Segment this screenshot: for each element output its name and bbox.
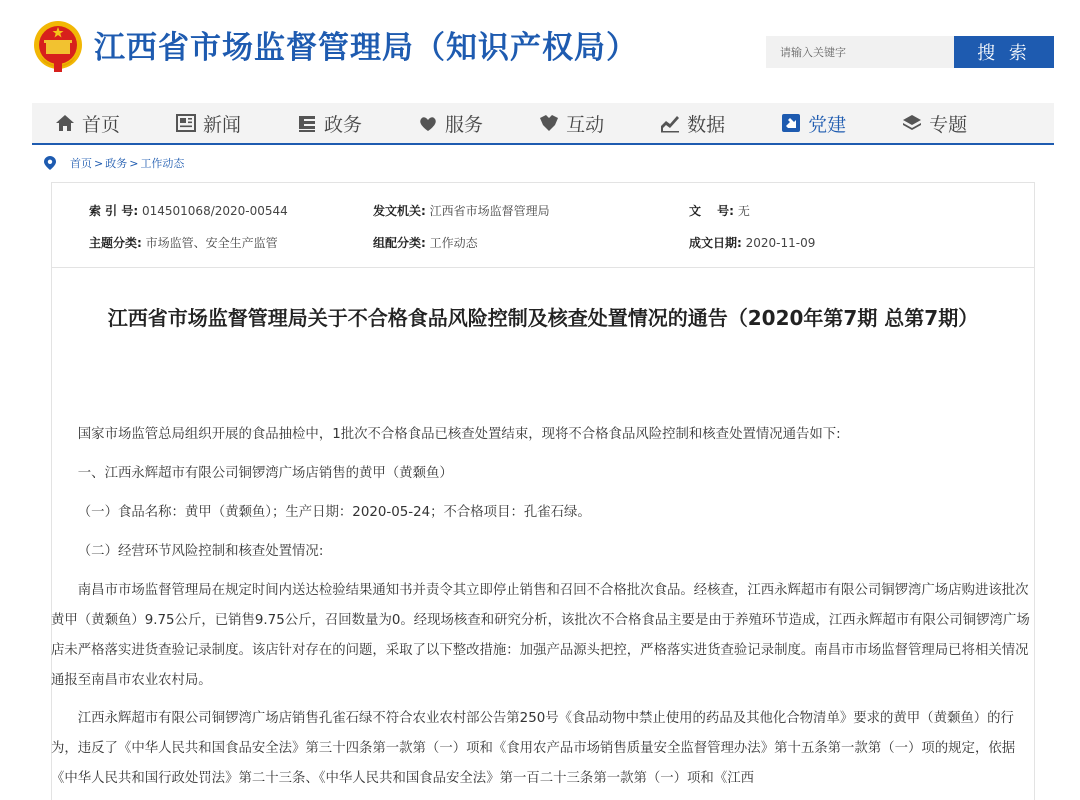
nav-item-service[interactable] [417, 103, 483, 143]
nav-item-news[interactable] [175, 103, 241, 143]
meta-date [689, 234, 815, 251]
article-paragraph: 国家市场监管总局组织开展的食品抽检中，1批次不合格食品已核查处置结束，现将不合格食品风险控制和核查处置情况通告如下: [77, 427, 841, 442]
nav-item-party[interactable] [780, 103, 846, 143]
nav-item-label: 数据 [687, 113, 726, 136]
article-paragraph: （二）经营环节风险控制和核查处置情况: [77, 544, 324, 559]
newspaper-icon [175, 112, 197, 134]
nav-item-label: 专题 [929, 113, 968, 136]
breadcrumb-current[interactable]: 工作动态 [140, 157, 185, 170]
article-body [51, 420, 1035, 800]
nav-item-data[interactable] [659, 103, 725, 143]
meta-topic-label: 主题分类: [89, 236, 142, 250]
main-nav [32, 103, 1054, 145]
nav-item-label: 互动 [566, 113, 605, 136]
meta-doc-no [689, 202, 750, 219]
meta-date-value: 2020-11-09 [745, 236, 816, 250]
document-meta [51, 182, 1035, 268]
meta-topic-value: 市场监管、安全生产监管 [145, 236, 278, 250]
meta-topic [89, 234, 278, 251]
article-paragraph: 江西永辉超市有限公司铜锣湾广场店销售孔雀石绿不符合农业农村部公告第250号《食品动物中禁止使用的药品及其他化合物清单》要求的黄甲（黄颡鱼）的行为，违反了《中华人民共和国食品安全法》第三十四条第一款第（一）项和《食用农产品市场销售质量安全监督管理办法》第十五条第一款第（一）项的规定，依据《中华人民共和国行政处罚法》第二十三条、《中华人民共和国食品安全法》第一百二十三条第一款第（一）项和《江西 [51, 711, 1016, 786]
nav-item-label: 政务 [324, 113, 363, 136]
breadcrumb-separator: > [129, 156, 139, 170]
article-paragraph: 一、江西永辉超市有限公司铜锣湾广场店销售的黄甲（黄颡鱼） [77, 466, 453, 481]
nav-item-topics[interactable] [901, 103, 967, 143]
meta-category-label: 组配分类: [373, 236, 426, 250]
site-title: 江西省市场监督管理局（知识产权局） [94, 30, 638, 66]
search-input[interactable] [766, 36, 954, 68]
national-emblem-icon [32, 18, 84, 74]
meta-doc-no-value: 无 [737, 204, 750, 218]
breadcrumb-section[interactable]: 政务 [105, 157, 128, 170]
breadcrumb-separator: > [94, 156, 104, 170]
meta-index-label: 索 引 号: [89, 204, 139, 218]
meta-category-value: 工作动态 [429, 236, 478, 250]
nav-item-label: 服务 [445, 113, 484, 136]
government-icon [296, 112, 318, 134]
meta-doc-no-label: 文 号: [689, 204, 734, 218]
meta-issuer [373, 202, 550, 219]
meta-date-label: 成文日期: [689, 236, 742, 250]
meta-index-value: 014501068/2020-00544 [141, 204, 288, 218]
article-paragraph: （一）食品名称：黄甲（黄颡鱼）；生产日期：2020-05-24；不合格项目：孔雀石绿。 [77, 505, 591, 520]
nav-item-label: 首页 [82, 113, 121, 136]
article-title: 江西省市场监督管理局关于不合格食品风险控制及核查处置情况的通告（2020年第7期 总第7期） [107, 306, 979, 330]
breadcrumb-home[interactable]: 首页 [70, 157, 92, 170]
chart-icon [659, 112, 681, 134]
nav-item-label: 新闻 [203, 113, 242, 136]
nav-item-government[interactable] [296, 103, 362, 143]
party-icon [780, 112, 802, 134]
meta-issuer-label: 发文机关: [373, 204, 426, 218]
nav-item-label: 党建 [808, 113, 847, 136]
meta-index [89, 202, 288, 219]
search-button[interactable]: 搜 索 [954, 36, 1054, 68]
breadcrumb [44, 154, 184, 172]
layers-icon [901, 112, 923, 134]
nav-item-home[interactable] [54, 103, 120, 143]
article-paragraph: 南昌市市场监督管理局在规定时间内送达检验结果通知书并责令其立即停止销售和召回不合格批次食品。经核查，江西永辉超市有限公司铜锣湾广场店购进该批次黄甲（黄颡鱼）9.75公斤，已销售9.75公斤，召回数量为0。经现场核查和研究分析，该批次不合格食品主要是由于养殖环节造成，江西永辉超市有限公司铜锣湾广场店未严格落实进货查验记录制度。该店针对存在的问题，采取了以下整改措施：加强产品源头把控，严格落实进货查验记录制度。南昌市市场监督管理局已将相关情况通报至南昌市农业农村局。 [51, 583, 1030, 688]
location-pin-icon [44, 156, 56, 170]
nav-item-interaction[interactable] [538, 103, 604, 143]
service-icon [417, 112, 439, 134]
meta-category [373, 234, 478, 251]
site-header [0, 0, 1080, 95]
meta-issuer-value: 江西省市场监督管理局 [429, 204, 550, 218]
home-icon [54, 112, 76, 134]
interaction-icon [538, 112, 560, 134]
